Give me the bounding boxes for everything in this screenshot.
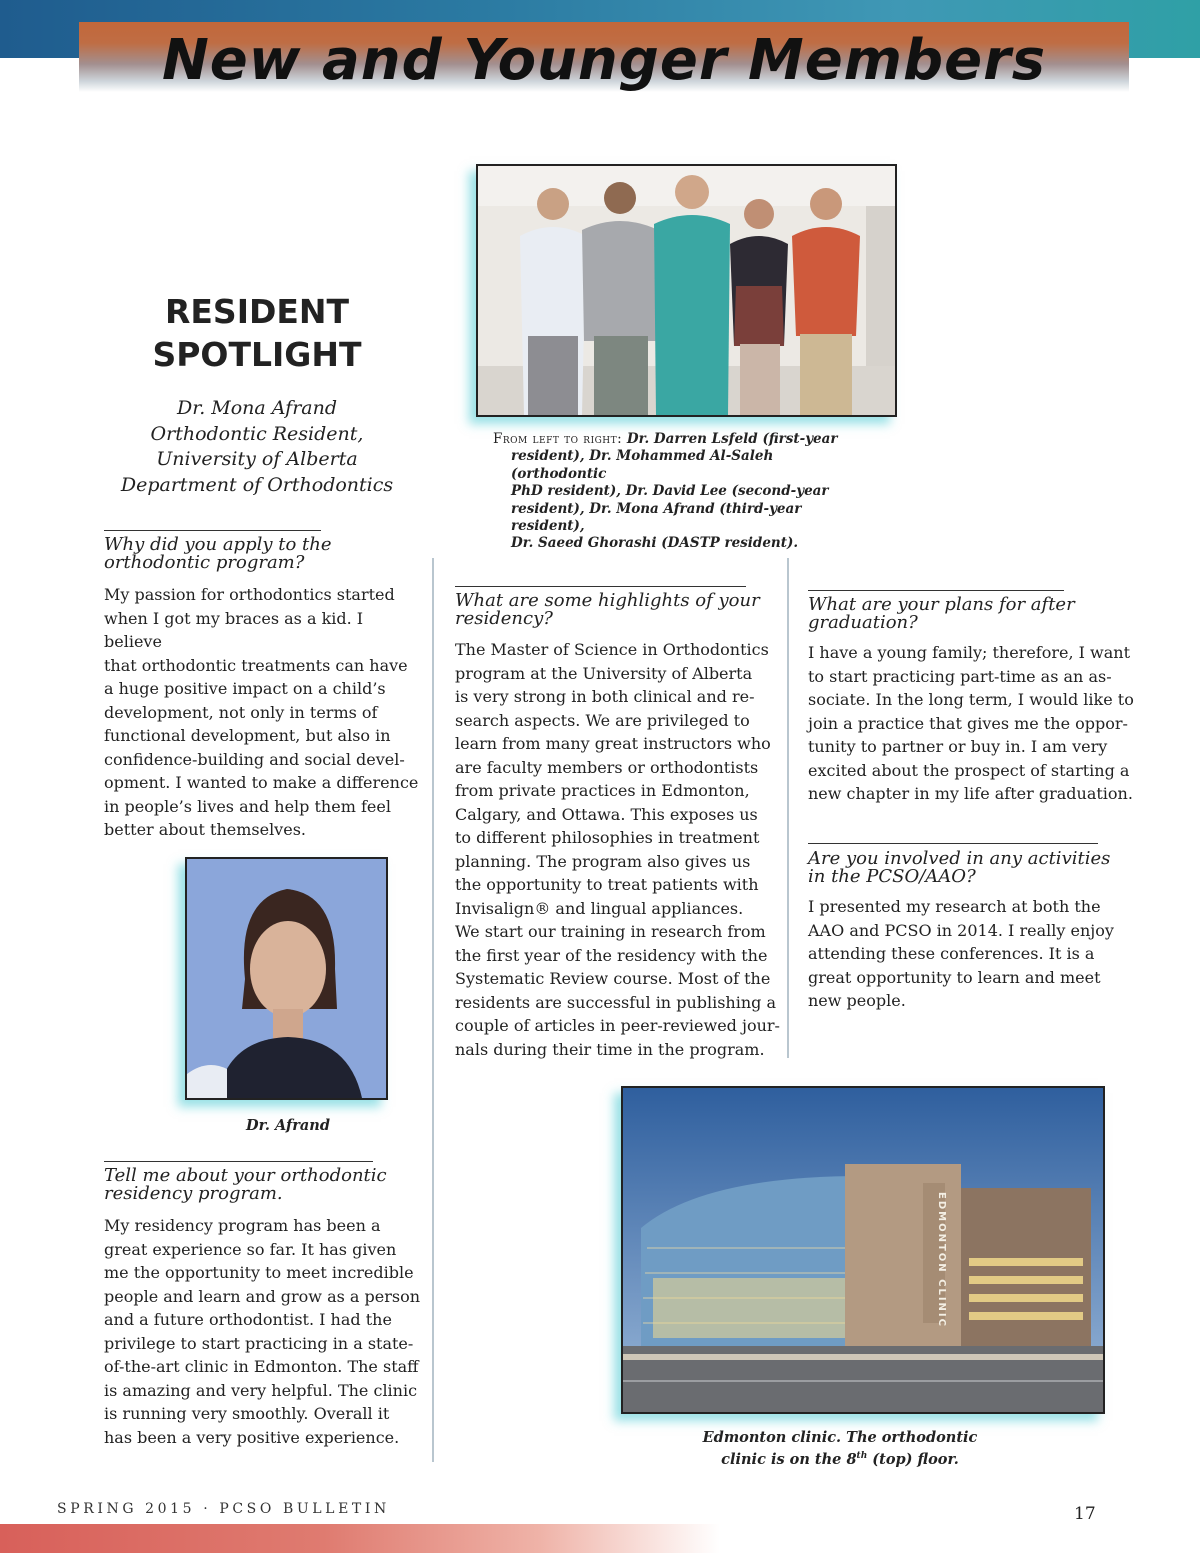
byline <box>104 396 410 498</box>
question-heading <box>455 592 775 628</box>
banner-title: New and Younger Members <box>161 28 1047 93</box>
question-rule <box>104 530 321 531</box>
answer-line: the opportunity to treat patients with <box>455 875 759 894</box>
question-line: residency? <box>455 608 553 629</box>
answer-line: Calgary, and Ottawa. This exposes us <box>455 804 758 824</box>
column-divider-left <box>432 558 434 1462</box>
answer-line: confidence-building and social devel- <box>104 749 405 769</box>
answer-line: to start practicing part-time as an as- <box>808 666 1112 686</box>
building-caption-line1: Edmonton clinic. The orthodontic <box>702 1429 978 1446</box>
spotlight-title-line1: RESIDENT <box>164 292 350 331</box>
answer-line: me the opportunity to meet incredible <box>104 1263 414 1282</box>
question-line: orthodontic program? <box>104 552 305 573</box>
question-rule <box>455 586 746 587</box>
answer-line: great experience so far. It has given <box>104 1239 397 1259</box>
answer-line: is very strong in both clinical and re- <box>455 687 755 706</box>
answer-line: people and learn and grow as a person <box>104 1286 421 1306</box>
question-line: in the PCSO/AAO? <box>808 866 976 887</box>
answer-line: search aspects. We are privileged to <box>455 710 750 730</box>
answer-line: sociate. In the long term, I would like to <box>808 690 1134 709</box>
answer-line: learn from many great instructors who <box>455 734 771 753</box>
answer-line: attending these conferences. It is a <box>808 944 1095 963</box>
building-sign: EDMONTON CLINIC <box>936 1192 947 1328</box>
answer-line: opment. I wanted to make a difference <box>104 773 419 792</box>
answer-line: in people’s lives and help them feel <box>104 796 391 816</box>
group-photo-caption <box>493 431 868 553</box>
question-line: Why did you apply to the <box>104 534 332 555</box>
answer-line: The Master of Science in Orthodontics <box>455 640 769 659</box>
byline-department: Department of Orthodontics <box>120 473 394 496</box>
group-caption-line1 <box>493 431 868 448</box>
answer-line: of-the-art clinic in Edmonton. The staff <box>104 1357 419 1376</box>
question-rule <box>808 843 1098 844</box>
group-caption-line2: resident), Dr. Mohammed Al-Saleh (orthodontic <box>511 448 774 482</box>
question-line: residency program. <box>104 1183 283 1204</box>
answer-line: new people. <box>808 991 906 1010</box>
building-illustration <box>623 1088 1103 1412</box>
question-heading <box>808 850 1138 886</box>
building-caption-sup: th <box>856 1451 868 1461</box>
portrait-photo <box>185 857 388 1100</box>
spotlight-title-line2: SPOTLIGHT <box>152 335 362 374</box>
answer-line: residents are successful in publishing a <box>455 992 777 1012</box>
answer-line: planning. The program also gives us <box>455 851 751 871</box>
answer-line: I presented my research at both the <box>808 897 1101 916</box>
answer-line: new chapter in my life after graduation. <box>808 784 1133 803</box>
answer-line: My residency program has been a <box>104 1216 381 1235</box>
question-line: Are you involved in any activities <box>808 848 1111 869</box>
portrait-illustration <box>187 859 386 1098</box>
answer-line: We start our training in research from <box>455 922 766 941</box>
answer-paragraph <box>808 895 1148 1013</box>
question-line: graduation? <box>808 612 918 633</box>
answer-line: a huge positive impact on a child’s <box>104 679 386 698</box>
answer-line: is running very smoothly. Overall it <box>104 1404 390 1423</box>
section-banner <box>79 22 1129 92</box>
answer-line: when I got my braces as a kid. I believe <box>104 608 364 651</box>
building-caption <box>680 1429 1000 1469</box>
answer-line: is amazing and very helpful. The clinic <box>104 1380 418 1400</box>
answer-paragraph <box>104 583 424 842</box>
answer-line: has been a very positive experience. <box>104 1427 400 1447</box>
byline-role: Orthodontic Resident, <box>150 422 364 445</box>
answer-line: I have a young family; therefore, I want <box>808 643 1130 662</box>
answer-paragraph <box>104 1214 424 1449</box>
answer-line: functional development, but also in <box>104 726 391 745</box>
answer-line: program at the University of Alberta <box>455 663 753 683</box>
answer-line: AAO and PCSO in 2014. I really enjoy <box>808 920 1114 940</box>
spotlight-title <box>104 290 410 376</box>
question-line: What are your plans for after <box>808 594 1075 615</box>
answer-line: excited about the prospect of starting a <box>808 760 1130 780</box>
answer-paragraph <box>455 638 780 1061</box>
answer-line: the first year of the residency with the <box>455 945 768 965</box>
building-caption-post: (top) floor. <box>867 1450 959 1468</box>
group-photo-illustration <box>478 166 895 415</box>
answer-line: couple of articles in peer-reviewed jour- <box>455 1016 780 1035</box>
question-heading <box>104 1167 424 1203</box>
building-caption-line2 <box>680 1447 1000 1469</box>
footer-issue: SPRING 2015 · PCSO BULLETIN <box>57 1501 390 1517</box>
answer-line: nals during their time in the program. <box>455 1039 765 1059</box>
group-caption-line4: resident), Dr. Mona Afrand (third-year resident), <box>511 500 802 535</box>
answer-line: great opportunity to learn and meet <box>808 967 1101 987</box>
question-rule <box>808 590 1064 591</box>
answer-line: My passion for orthodontics started <box>104 585 395 604</box>
answer-line: and a future orthodontist. I had the <box>104 1310 392 1329</box>
question-rule <box>104 1161 373 1162</box>
question-line: What are some highlights of your <box>455 590 760 611</box>
answer-line: development, not only in terms of <box>104 702 378 722</box>
bottom-color-band <box>0 1524 720 1553</box>
answer-line: join a practice that gives me the oppor- <box>808 713 1128 733</box>
answer-line: to different philosophies in treatment <box>455 828 760 847</box>
answer-line: from private practices in Edmonton, <box>455 781 750 800</box>
group-caption-line5: Dr. Saeed Ghorashi (DASTP resident). <box>511 535 799 552</box>
portrait-caption: Dr. Afrand <box>246 1117 330 1134</box>
answer-line: better about themselves. <box>104 820 306 839</box>
answer-paragraph <box>808 641 1148 806</box>
question-line: Tell me about your orthodontic <box>104 1165 387 1186</box>
answer-line: that orthodontic treatments can have <box>104 655 408 675</box>
question-heading <box>104 536 424 572</box>
answer-line: privilege to start practicing in a state- <box>104 1333 414 1353</box>
group-caption-lead: From left to right: <box>493 431 623 447</box>
byline-university: University of Alberta <box>156 448 358 470</box>
page-number: 17 <box>1074 1504 1096 1524</box>
group-caption-line3: PhD resident), Dr. David Lee (second-year <box>511 483 829 500</box>
group-photo <box>476 164 897 417</box>
column-divider-right <box>787 558 789 1058</box>
question-heading <box>808 596 1138 632</box>
answer-line: Invisalign® and lingual appliances. <box>455 898 744 918</box>
building-photo <box>621 1086 1105 1414</box>
answer-line: tunity to partner or buy in. I am very <box>808 737 1108 756</box>
answer-line: Systematic Review course. Most of the <box>455 969 771 988</box>
group-caption-text1: Dr. Darren Lsfeld (first-year <box>622 431 838 447</box>
building-caption-pre: clinic is on the 8 <box>721 1450 857 1468</box>
answer-line: are faculty members or orthodontists <box>455 757 759 777</box>
byline-name: Dr. Mona Afrand <box>176 397 338 419</box>
